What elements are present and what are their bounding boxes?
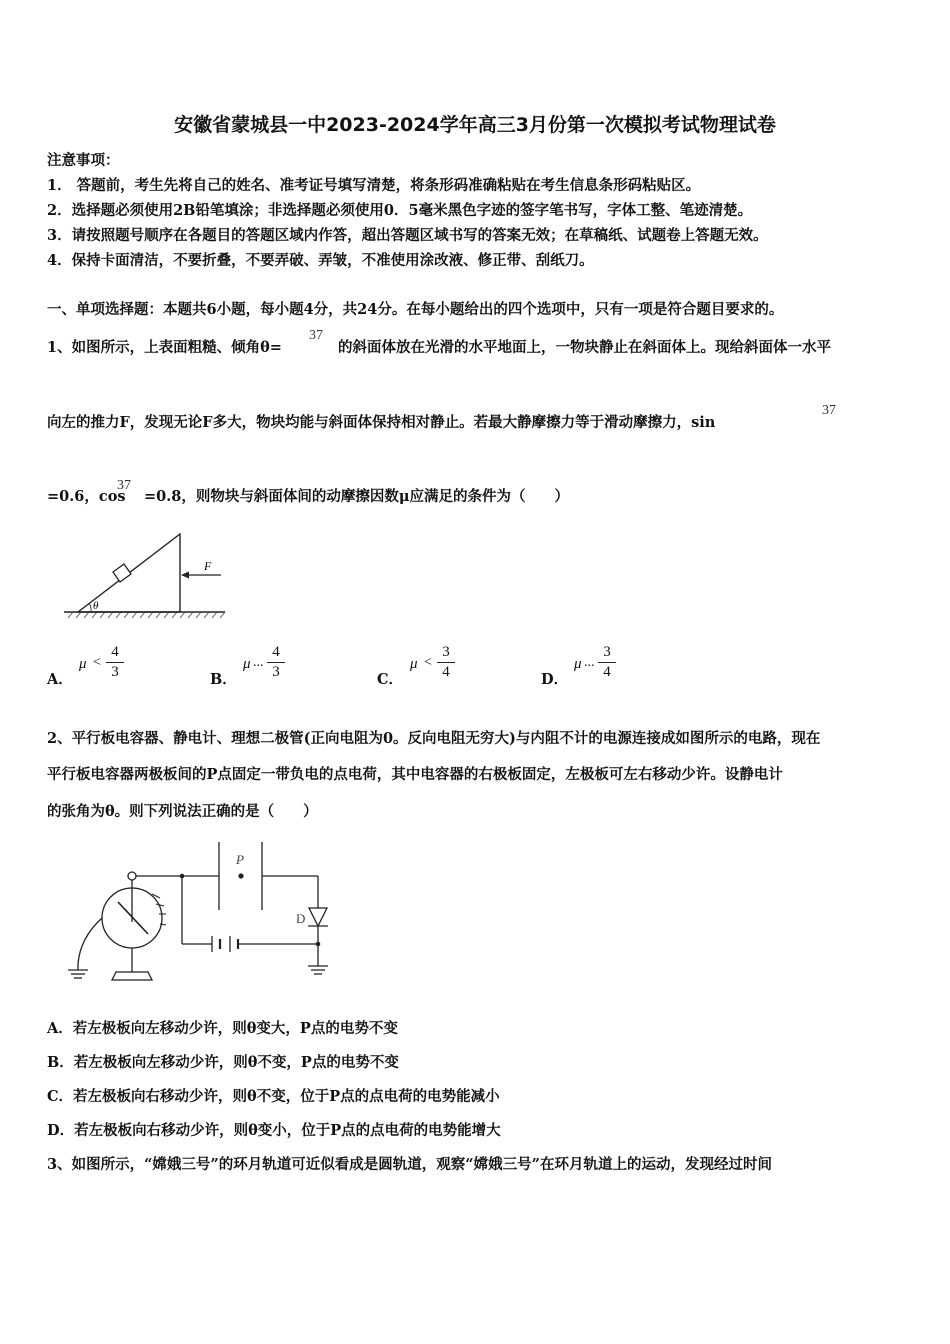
q1-line3-start: =0.6，cos — [47, 488, 126, 505]
q1-line3-end: =0.8，则物块与斜面体间的动摩擦因数μ应满足的条件为（ ） — [144, 488, 569, 505]
q1-option-a-letter[interactable]: A． — [47, 671, 73, 688]
q1-angle-3: 37 — [117, 478, 131, 493]
p-label: P — [236, 852, 244, 867]
q1-option-c-mu: μ — [410, 656, 418, 672]
notice-item-3: 3．请按照题号顺序在各题目的答题区域内作答，超出答题区域书写的答案无效；在草稿纸、试题卷上答题无效。 — [47, 227, 768, 244]
q1-option-b-mu: μ — [243, 656, 251, 672]
q2-option-c[interactable]: C．若左极板向右移动少许，则θ不变，位于P点的点电荷的电势能减小 — [47, 1088, 500, 1105]
q1-option-d-num: 3 — [603, 644, 611, 660]
q2-line3: 的张角为θ。则下列说法正确的是（ ） — [47, 803, 318, 820]
q1-option-b-fraction — [265, 644, 287, 681]
q1-option-a-num: 4 — [111, 644, 119, 660]
force-label: F — [204, 559, 212, 573]
q1-option-b-den: 3 — [272, 664, 280, 680]
q1-option-c-fraction — [435, 644, 457, 681]
q1-option-b-rel: ... — [253, 655, 264, 670]
q1-option-b-letter[interactable]: B． — [210, 671, 237, 688]
q2-option-b[interactable]: B．若左极板向左移动少许，则θ不变，P点的电势不变 — [47, 1054, 399, 1071]
q1-option-c-num: 3 — [442, 644, 450, 660]
notice-heading: 注意事项： — [47, 152, 120, 169]
q1-line2: 向左的推力F，发现无论F多大，物块均能与斜面体保持相对静止。若最大静摩擦力等于滑动摩擦力，sin — [47, 414, 716, 431]
q1-option-b-num: 4 — [272, 644, 280, 660]
q1-option-d-letter[interactable]: D． — [541, 671, 569, 688]
q1-option-c-den: 4 — [442, 664, 450, 680]
q1-option-a-den: 3 — [111, 664, 119, 680]
q2-option-a[interactable]: A．若左极板向左移动少许，则θ变大，P点的电势不变 — [47, 1020, 398, 1037]
q1-option-d-den: 4 — [603, 664, 611, 680]
notice-item-2: 2．选择题必须使用2B铅笔填涂；非选择题必须使用0．5毫米黑色字迹的签字笔书写，字体工整、笔迹清楚。 — [47, 202, 753, 219]
diode-symbol — [309, 908, 327, 926]
exam-title: 安徽省蒙城县一中2023-2024学年高三3月份第一次模拟考试物理试卷 — [174, 114, 776, 136]
angle-label: θ — [93, 600, 99, 612]
q1-option-d-fraction — [596, 644, 618, 681]
notice-item-1: 1． 答题前，考生先将自己的姓名、准考证号填写清楚，将条形码准确粘贴在考生信息条形码粘贴区。 — [47, 177, 701, 194]
q1-option-c-rel: < — [424, 655, 432, 670]
q1-option-d-mu: μ — [574, 656, 582, 672]
block-on-incline — [113, 564, 131, 582]
q1-option-a-rel: < — [93, 655, 101, 670]
q1-option-c-letter[interactable]: C． — [377, 671, 404, 688]
point-p-marker — [238, 873, 243, 878]
q2-line2: 平行板电容器两极板间的P点固定一带负电的点电荷，其中电容器的右极板固定，左极板可左右移动少许。设静电计 — [47, 766, 783, 783]
q1-angle-1: 37 — [309, 328, 323, 343]
q1-option-a-fraction — [104, 644, 126, 681]
q1-line1-end: 的斜面体放在光滑的水平地面上，一物块静止在斜面体上。现给斜面体一水平 — [338, 339, 831, 356]
diode-label: D — [296, 911, 306, 926]
q1-line1-start: 1、如图所示，上表面粗糙、倾角θ= — [47, 339, 282, 356]
q1-angle-2: 37 — [822, 403, 836, 418]
q1-option-d-rel: ... — [584, 655, 595, 670]
q2-line1: 2、平行板电容器、静电计、理想二极管(正向电阻为0。反向电阻无穷大)与内阻不计的电源连接成如图所示的电路，现在 — [47, 730, 821, 747]
incline-figure — [60, 530, 230, 625]
circuit-figure — [60, 838, 350, 998]
q2-option-d[interactable]: D．若左极板向右移动少许，则θ变小，位于P点的点电荷的电势能增大 — [47, 1122, 501, 1139]
section-heading: 一、单项选择题：本题共6小题，每小题4分，共24分。在每小题给出的四个选项中，只有一项是符合题目要求的。 — [47, 301, 784, 318]
notice-item-4: 4．保持卡面清洁，不要折叠，不要弄破、弄皱，不准使用涂改液、修正带、刮纸刀。 — [47, 252, 594, 269]
q3-line1: 3、如图所示，“嫦娥三号”的环月轨道可近似看成是圆轨道，观察“嫦娥三号”在环月轨道上的运动，发现经过时间 — [47, 1156, 772, 1173]
q1-option-a-mu: μ — [79, 656, 87, 672]
electrometer-needle — [118, 902, 148, 934]
